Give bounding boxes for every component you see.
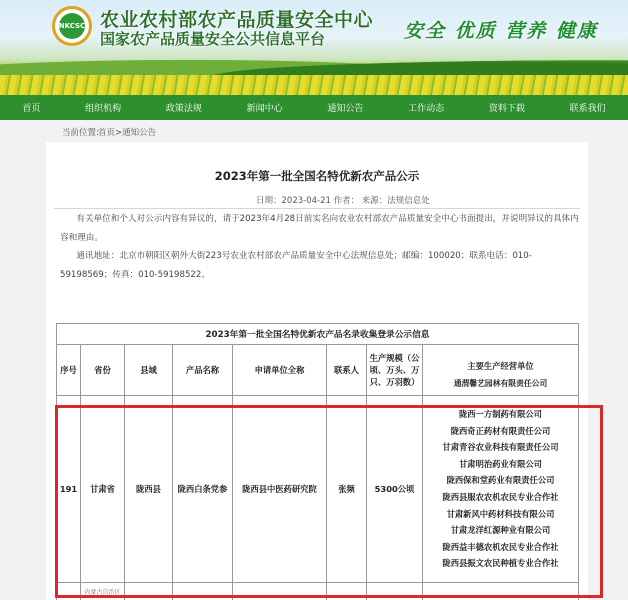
cell-contact: 张频 (327, 396, 367, 583)
nav-item-work[interactable]: 工作动态 (408, 104, 445, 114)
table-row-next (57, 583, 579, 600)
cell-province: 甘肃省 (81, 396, 125, 583)
breadcrumb (0, 120, 628, 142)
cell-no: 191 (57, 396, 81, 583)
col-header-province: 省份 (81, 345, 125, 396)
unit-item: 甘肃龙洋红源种业有限公司 (450, 525, 551, 536)
article-title: 2023年第一批全国名特优新农产品公示 (214, 169, 420, 183)
breadcrumb-prefix: 当前位置: (62, 128, 99, 138)
col-header-county: 县域 (125, 345, 173, 396)
breadcrumb-path[interactable]: 首页>通知公告 (98, 128, 157, 138)
unit-item: 陇西奇正药材有限责任公司 (450, 425, 551, 436)
unit-item: 陇西益丰德农机农民专业合作社 (442, 541, 559, 552)
site-logo[interactable] (52, 6, 92, 46)
cell-province-next: 内蒙古自治区 (81, 583, 125, 600)
site-slogan: 安全 优质 营养 健康 (404, 20, 598, 42)
col-header-applicant: 申请单位全称 (233, 345, 327, 396)
unit-item: 甘肃明治药业有限公司 (459, 458, 542, 469)
site-title-primary: 农业农村部农产品质量安全中心 (100, 9, 374, 31)
nav-item-policy[interactable]: 政策法规 (165, 104, 202, 114)
article-paragraph-address: 通讯地址：北京市朝阳区朝外大街223号农业农村部农产品质量安全中心法规信息处；邮编：100020；联系电话：010-59198569；传真：010-59198522。 (60, 251, 532, 280)
article-card (46, 142, 588, 600)
site-banner (0, 0, 628, 95)
nav-item-notices[interactable]: 通知公告 (327, 104, 364, 114)
unit-item: 甘肃新风中药材科技有限公司 (446, 508, 555, 519)
unit-item: 陇西一方制药有限公司 (459, 409, 542, 420)
col-header-units: 主要生产经营单位 通渭馨艺园林有限责任公司 (423, 345, 579, 396)
main-nav (0, 95, 628, 120)
unit-item: 陇西保和堂药业有限责任公司 (446, 475, 555, 486)
table-caption: 2023年第一批全国名特优新农产品名录收集登录公示信息 (57, 324, 579, 345)
nav-item-news[interactable]: 新闻中心 (246, 104, 283, 114)
cell-applicant: 陇西县中医药研究院 (233, 396, 327, 583)
banner-hills (0, 51, 628, 77)
banner-field (0, 75, 628, 95)
cell-units (423, 396, 579, 583)
cell-scale: 5300公顷 (367, 396, 423, 583)
article-divider (54, 208, 580, 209)
product-table (56, 323, 579, 600)
article-paragraph-objection: 有关单位和个人对公示内容有异议的，请于2023年4月28日前实名向农业农村部农产品质量安全中心书面提出，并说明异议的具体内容和理由。 (60, 214, 579, 243)
cell-product: 陇西白条党参 (173, 396, 233, 583)
site-title-secondary: 国家农产品质量安全公共信息平台 (100, 30, 326, 48)
col-header-no: 序号 (57, 345, 81, 396)
cell-county: 陇西县 (125, 396, 173, 583)
col-header-product: 产品名称 (173, 345, 233, 396)
table-row (57, 396, 579, 583)
nav-item-contact[interactable]: 联系我们 (569, 104, 606, 114)
nav-item-downloads[interactable]: 资料下载 (488, 104, 525, 114)
unit-item: 甘肃青谷农业科技有限责任公司 (442, 442, 559, 453)
prev-row-tail: 通渭馨艺园林有限责任公司 (453, 378, 548, 388)
nav-item-organization[interactable]: 组织机构 (85, 104, 122, 114)
unit-item: 陇西县服农农机农民专业合作社 (442, 492, 559, 502)
article-meta: 日期：2023-04-21 作者： 来源：法规信息处 (256, 196, 430, 206)
unit-item: 陇西县振文农民种植专业合作社 (442, 558, 559, 569)
col-header-scale: 生产规模（公顷、万头、万只、万羽数） (367, 345, 423, 396)
nav-item-home[interactable]: 首页 (22, 104, 41, 114)
logo-mark: NKCSC (59, 13, 85, 39)
col-header-contact: 联系人 (327, 345, 367, 396)
